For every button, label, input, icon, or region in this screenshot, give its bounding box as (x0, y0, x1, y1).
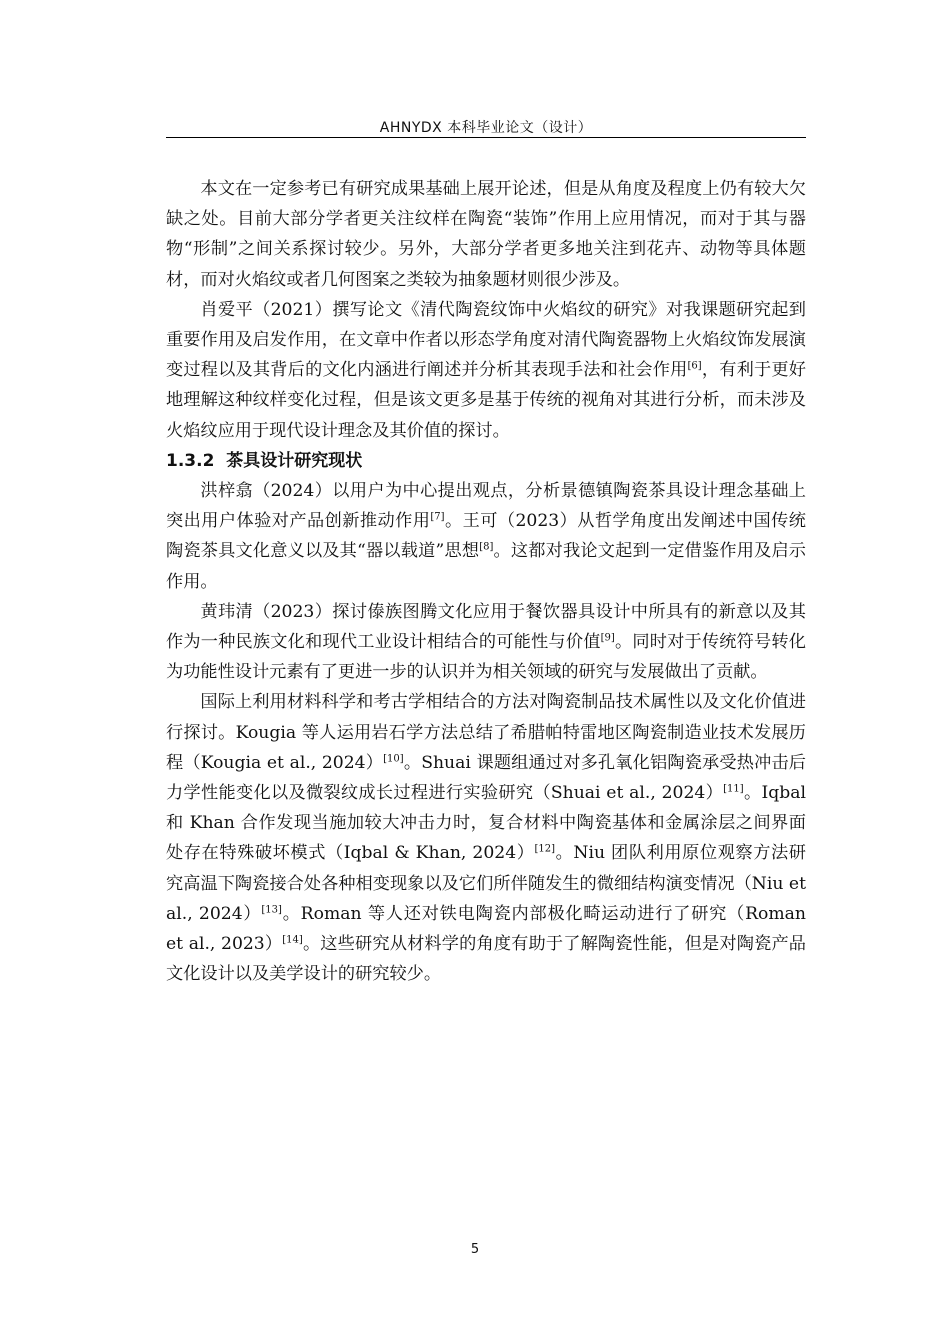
citation-ref: [9] (600, 632, 615, 644)
header-rule (166, 137, 806, 138)
paragraph-5-text-5: 。Roman 等人还对铁电陶瓷内部极化畸运动进行了研究（Roman et al., 2023） (166, 903, 806, 955)
citation-ref: [11] (723, 783, 744, 795)
section-heading (166, 446, 806, 476)
paragraph-1-text: 本文在一定参考已有研究成果基础上展开论述，但是从角度及程度上仍有较大欠缺之处。目前大部分学者更关注纹样在陶瓷“装饰”作用上应用情况，而对于其与器物“形制”之间关系探讨较少。另外，大部分学者更多地关注到花卉、动物等具体题材，而对火焰纹或者几何图案之类较为抽象题材则很少涉及。 (166, 179, 806, 290)
paragraph-4 (166, 597, 806, 688)
paragraph-5-text-2: 。Shuai 课题组通过对多孔氧化铝陶瓷承受热冲击后力学性能变化以及微裂纹成长过程进行实验研究（Shuai et al., 2024） (166, 752, 806, 804)
citation-ref: [7] (430, 511, 445, 523)
citation-ref: [8] (479, 541, 494, 553)
citation-ref: [12] (534, 843, 556, 855)
paragraph-5-text-3: 。Iqbal 和 Khan 合作发现当施加较大冲击力时，复合材料中陶瓷基体和金属涂层之间界面处存在特殊破坏模式（Iqbal & Khan, 2024） (166, 783, 806, 864)
paragraph-3 (166, 476, 806, 597)
citation-ref: [10] (383, 753, 404, 765)
citation-ref: [6] (687, 360, 702, 372)
paragraph-1 (166, 174, 806, 295)
citation-ref: [13] (261, 904, 282, 916)
section-title: 茶具设计研究现状 (226, 450, 363, 471)
paragraph-5-text-4: 。Niu 团队利用原位观察方法研究高温下陶瓷接合处各种相变现象以及它们所伴随发生的微细结构演变情况（Niu et al., 2024） (166, 843, 806, 924)
paragraph-5-text-6: 。这些研究从材料学的角度有助于了解陶瓷性能，但是对陶瓷产品文化设计以及美学设计的研究较少。 (166, 934, 806, 985)
paragraph-2 (166, 295, 806, 446)
paragraph-4-text-cont: 。同时对于传统符号转化为功能性设计元素有了更进一步的认识并为相关领域的研究与发展做出了贡献。 (166, 632, 806, 683)
paragraph-3-text-mid: 。王可（2023）从哲学角度出发阐述中国传统陶瓷茶具文化意义以及其“器以载道”思想 (166, 511, 806, 562)
body-text (166, 174, 806, 989)
page-number: 5 (470, 1242, 480, 1257)
citation-ref: [14] (282, 934, 303, 946)
paragraph-2-text-cont: ，有利于更好地理解这种纹样变化过程，但是该文更多是基于传统的视角对其进行分析，而未涉及火焰纹应用于现代设计理念及其价值的探讨。 (166, 360, 806, 441)
section-number: 1.3.2 (166, 450, 215, 471)
paragraph-2-text: 肖爱平（2021）撰写论文《清代陶瓷纹饰中火焰纹的研究》对我课题研究起到重要作用及启发作用，在文章中作者以形态学角度对清代陶瓷器物上火焰纹饰发展演变过程以及其背后的文化内涵进行阐述并分析其表现手法和社会作用 (166, 299, 806, 381)
running-header: AHNYDX 本科毕业论文（设计） (379, 120, 593, 136)
paragraph-4-text: 黄玮清（2023）探讨傣族图腾文化应用于餐饮器具设计中所具有的新意以及其作为一种民族文化和现代工业设计相结合的可能性与价值 (166, 601, 806, 653)
paragraph-3-text: 洪梓翕（2024）以用户为中心提出观点，分析景德镇陶瓷茶具设计理念基础上突出用户体验对产品创新推动作用 (166, 481, 806, 532)
paragraph-5 (166, 687, 806, 989)
paragraph-3-text-cont: 。这都对我论文起到一定借鉴作用及启示作用。 (166, 541, 806, 592)
paragraph-5-text-1: 国际上利用材料科学和考古学相结合的方法对陶瓷制品技术属性以及文化价值进行探讨。Kougia 等人运用岩石学方法总结了希腊帕特雷地区陶瓷制造业技术发展历程（Kougia et al., 2024） (166, 692, 806, 773)
